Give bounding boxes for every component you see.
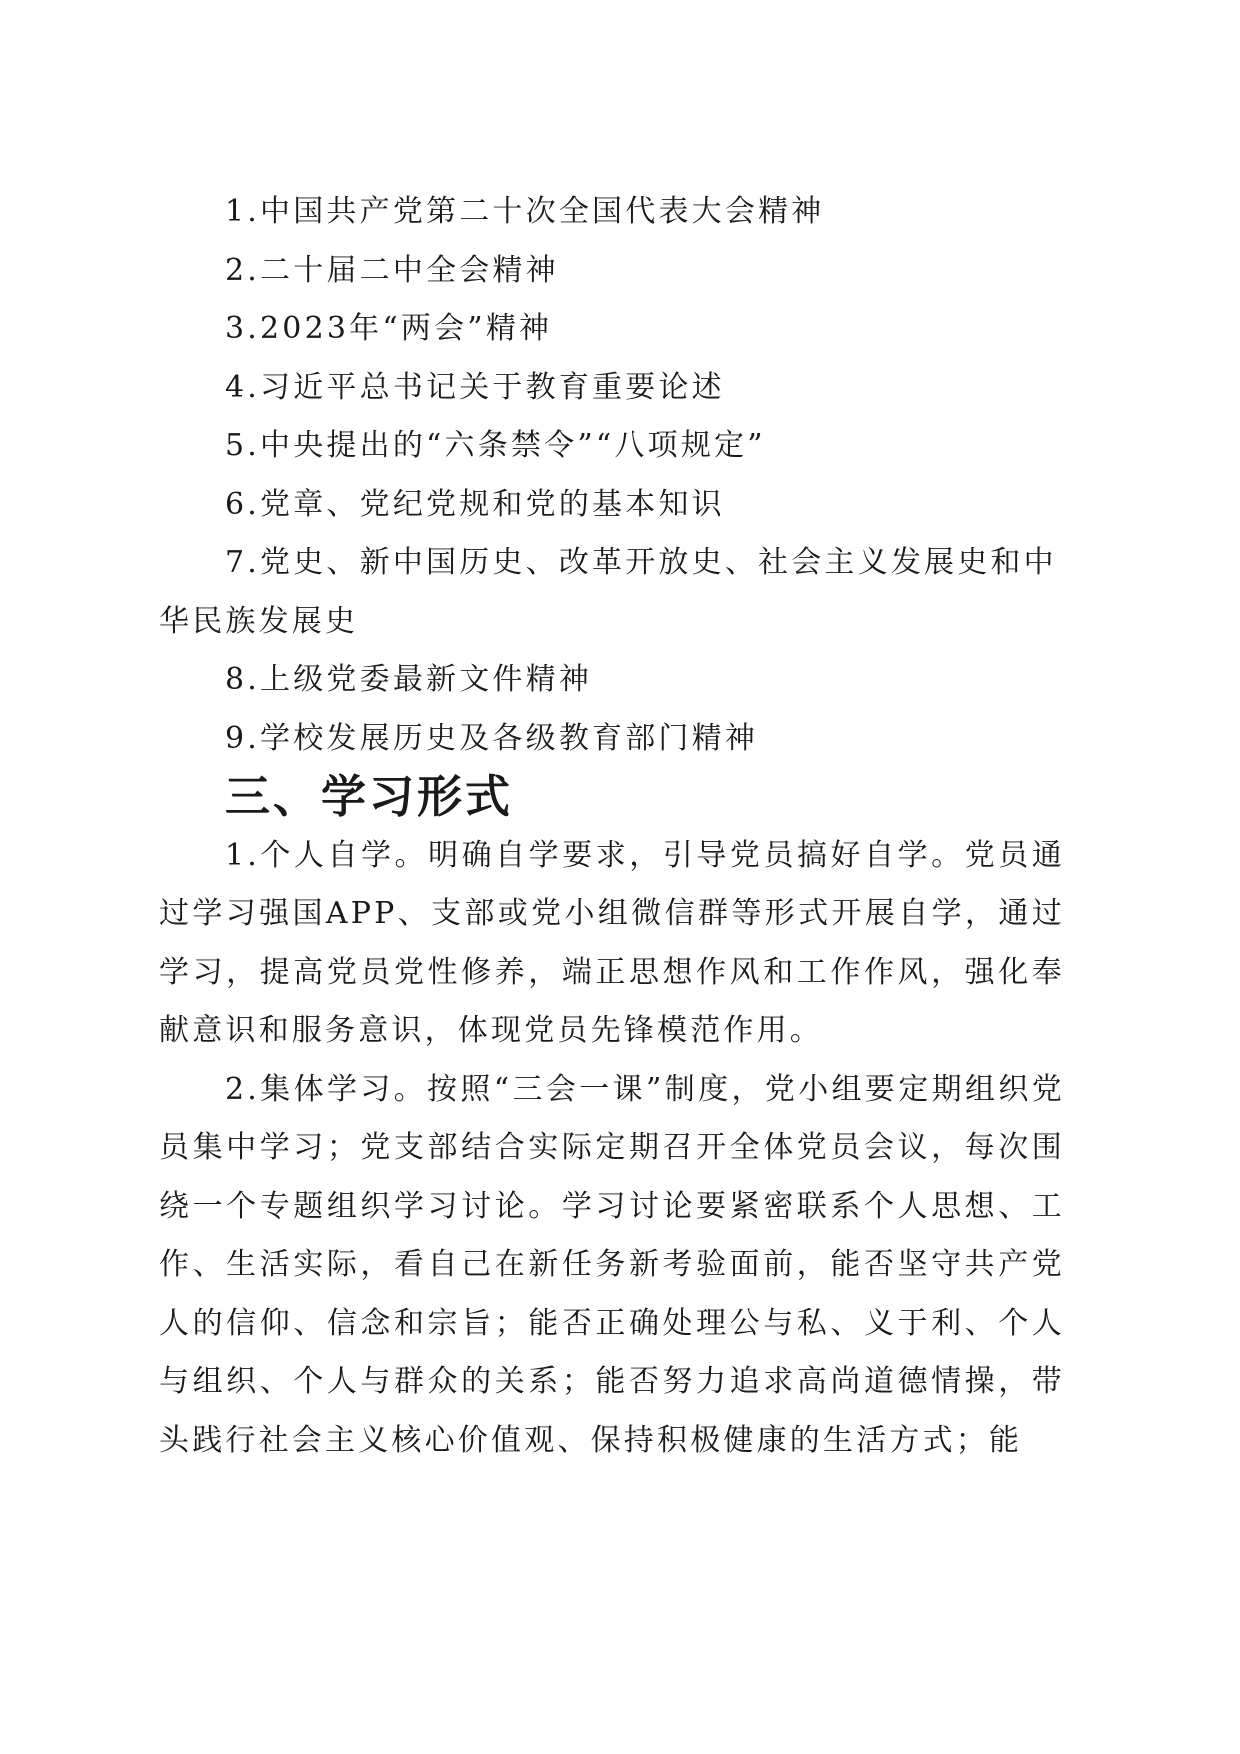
document-body: [159, 183, 1065, 1470]
list-item: 3.2023年“两会”精神: [225, 311, 553, 346]
list-item: 1.中国共产党第二十次全国代表大会精神: [225, 194, 825, 229]
list-item: 7.党史、新中国历史、改革开放史、社会主义发展史和中华民族发展史: [159, 545, 1057, 639]
body-paragraph: 1.个人自学。明确自学要求，引导党员搞好自学。党员通过学习强国APP、支部或党小组微信群等形式开展自学，通过学习，提高党员党性修养，端正思想作风和工作作风，强化奉献意识和服务意识，体现党员先锋模范作用。: [159, 837, 1065, 1048]
list-item: 8.上级党委最新文件精神: [225, 662, 593, 697]
list-item: 9.学校发展历史及各级教育部门精神: [225, 720, 759, 756]
list-item: 4.习近平总书记关于教育重要论述: [225, 369, 725, 405]
list-item: 6.党章、党纪党规和党的基本知识: [225, 486, 725, 522]
list-item: 2.二十届二中全会精神: [225, 252, 559, 288]
section-heading: 三、学习形式: [225, 770, 514, 823]
body-paragraph: 2.集体学习。按照“三会一课”制度，党小组要定期组织党员集中学习；党支部结合实际定期召开全体党员会议，每次围绕一个专题组织学习讨论。学习讨论要紧密联系个人思想、工作、生活实际，看自己在新任务新考验面前，能否坚守共产党人的信仰、信念和宗旨；能否正确处理公与私、义于利、个人与组织、个人与群众的关系；能否努力追求高尚道德情操，带头践行社会主义核心价值观、保持积极健康的生活方式；能: [159, 1071, 1065, 1458]
list-item: 5.中央提出的“六条禁令”“八项规定”: [225, 428, 766, 463]
